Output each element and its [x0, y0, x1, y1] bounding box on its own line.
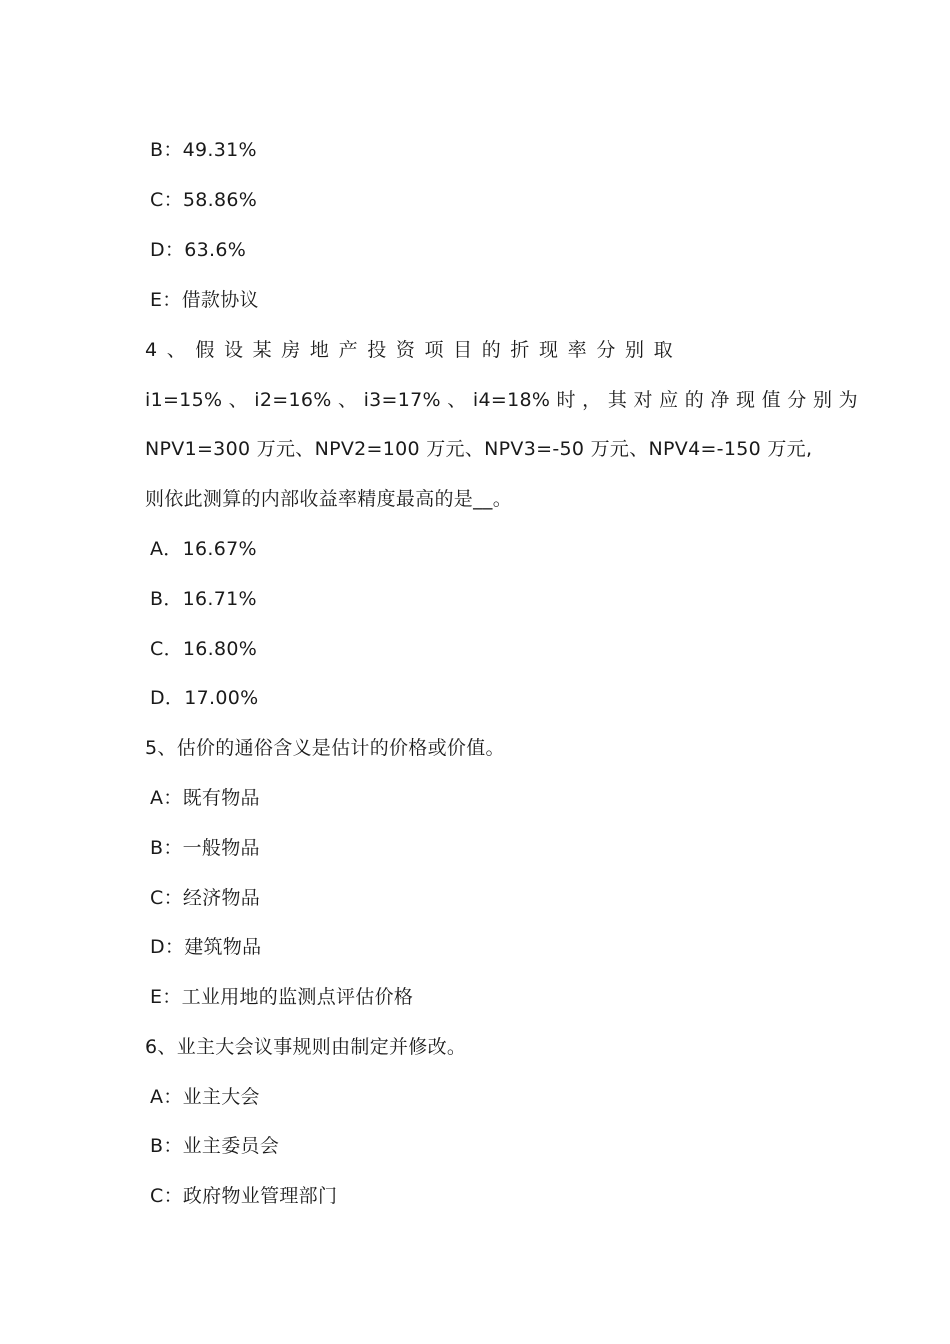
q5-option-a: A：既有物品 [150, 787, 260, 809]
q6-option-a: A：业主大会 [150, 1086, 260, 1108]
q3-option-c: C：58.86% [150, 189, 258, 211]
q6-option-c: C：政府物业管理部门 [150, 1185, 338, 1207]
q4-option-b: B．16.71% [150, 588, 257, 610]
q4-option-c: C．16.80% [150, 638, 258, 660]
q4-stem-line-2: i1=15% 、 i2=16% 、 i3=17% 、 i4=18% 时 ， 其 对 应 的 净 现 值 分 别 为 [145, 389, 858, 411]
q6-option-b: B：业主委员会 [150, 1135, 280, 1157]
q4-option-a: A．16.67% [150, 538, 257, 560]
q4-stem-line-1: 4 、 假 设 某 房 地 产 投 资 项 目 的 折 现 率 分 别 取 [145, 339, 673, 361]
q3-option-d: D：63.6% [150, 239, 247, 261]
q6-stem: 6、业主大会议事规则由制定并修改。 [145, 1036, 467, 1058]
q4-stem-line-4: 则依此测算的内部收益率精度最高的是__。 [145, 488, 513, 510]
q4-stem-line-3: NPV1=300 万元、NPV2=100 万元、NPV3=-50 万元、NPV4=-150 万元, [145, 438, 813, 460]
q5-option-c: C：经济物品 [150, 887, 261, 909]
q4-option-d: D．17.00% [150, 687, 259, 709]
q3-option-e: E：借款协议 [150, 289, 259, 311]
q5-stem: 5、估价的通俗含义是估计的价格或价值。 [145, 737, 505, 759]
q5-option-d: D：建筑物品 [150, 936, 262, 958]
q3-option-b: B：49.31% [150, 139, 257, 161]
q5-option-e: E：工业用地的监测点评估价格 [150, 986, 414, 1008]
q5-option-b: B：一般物品 [150, 837, 260, 859]
